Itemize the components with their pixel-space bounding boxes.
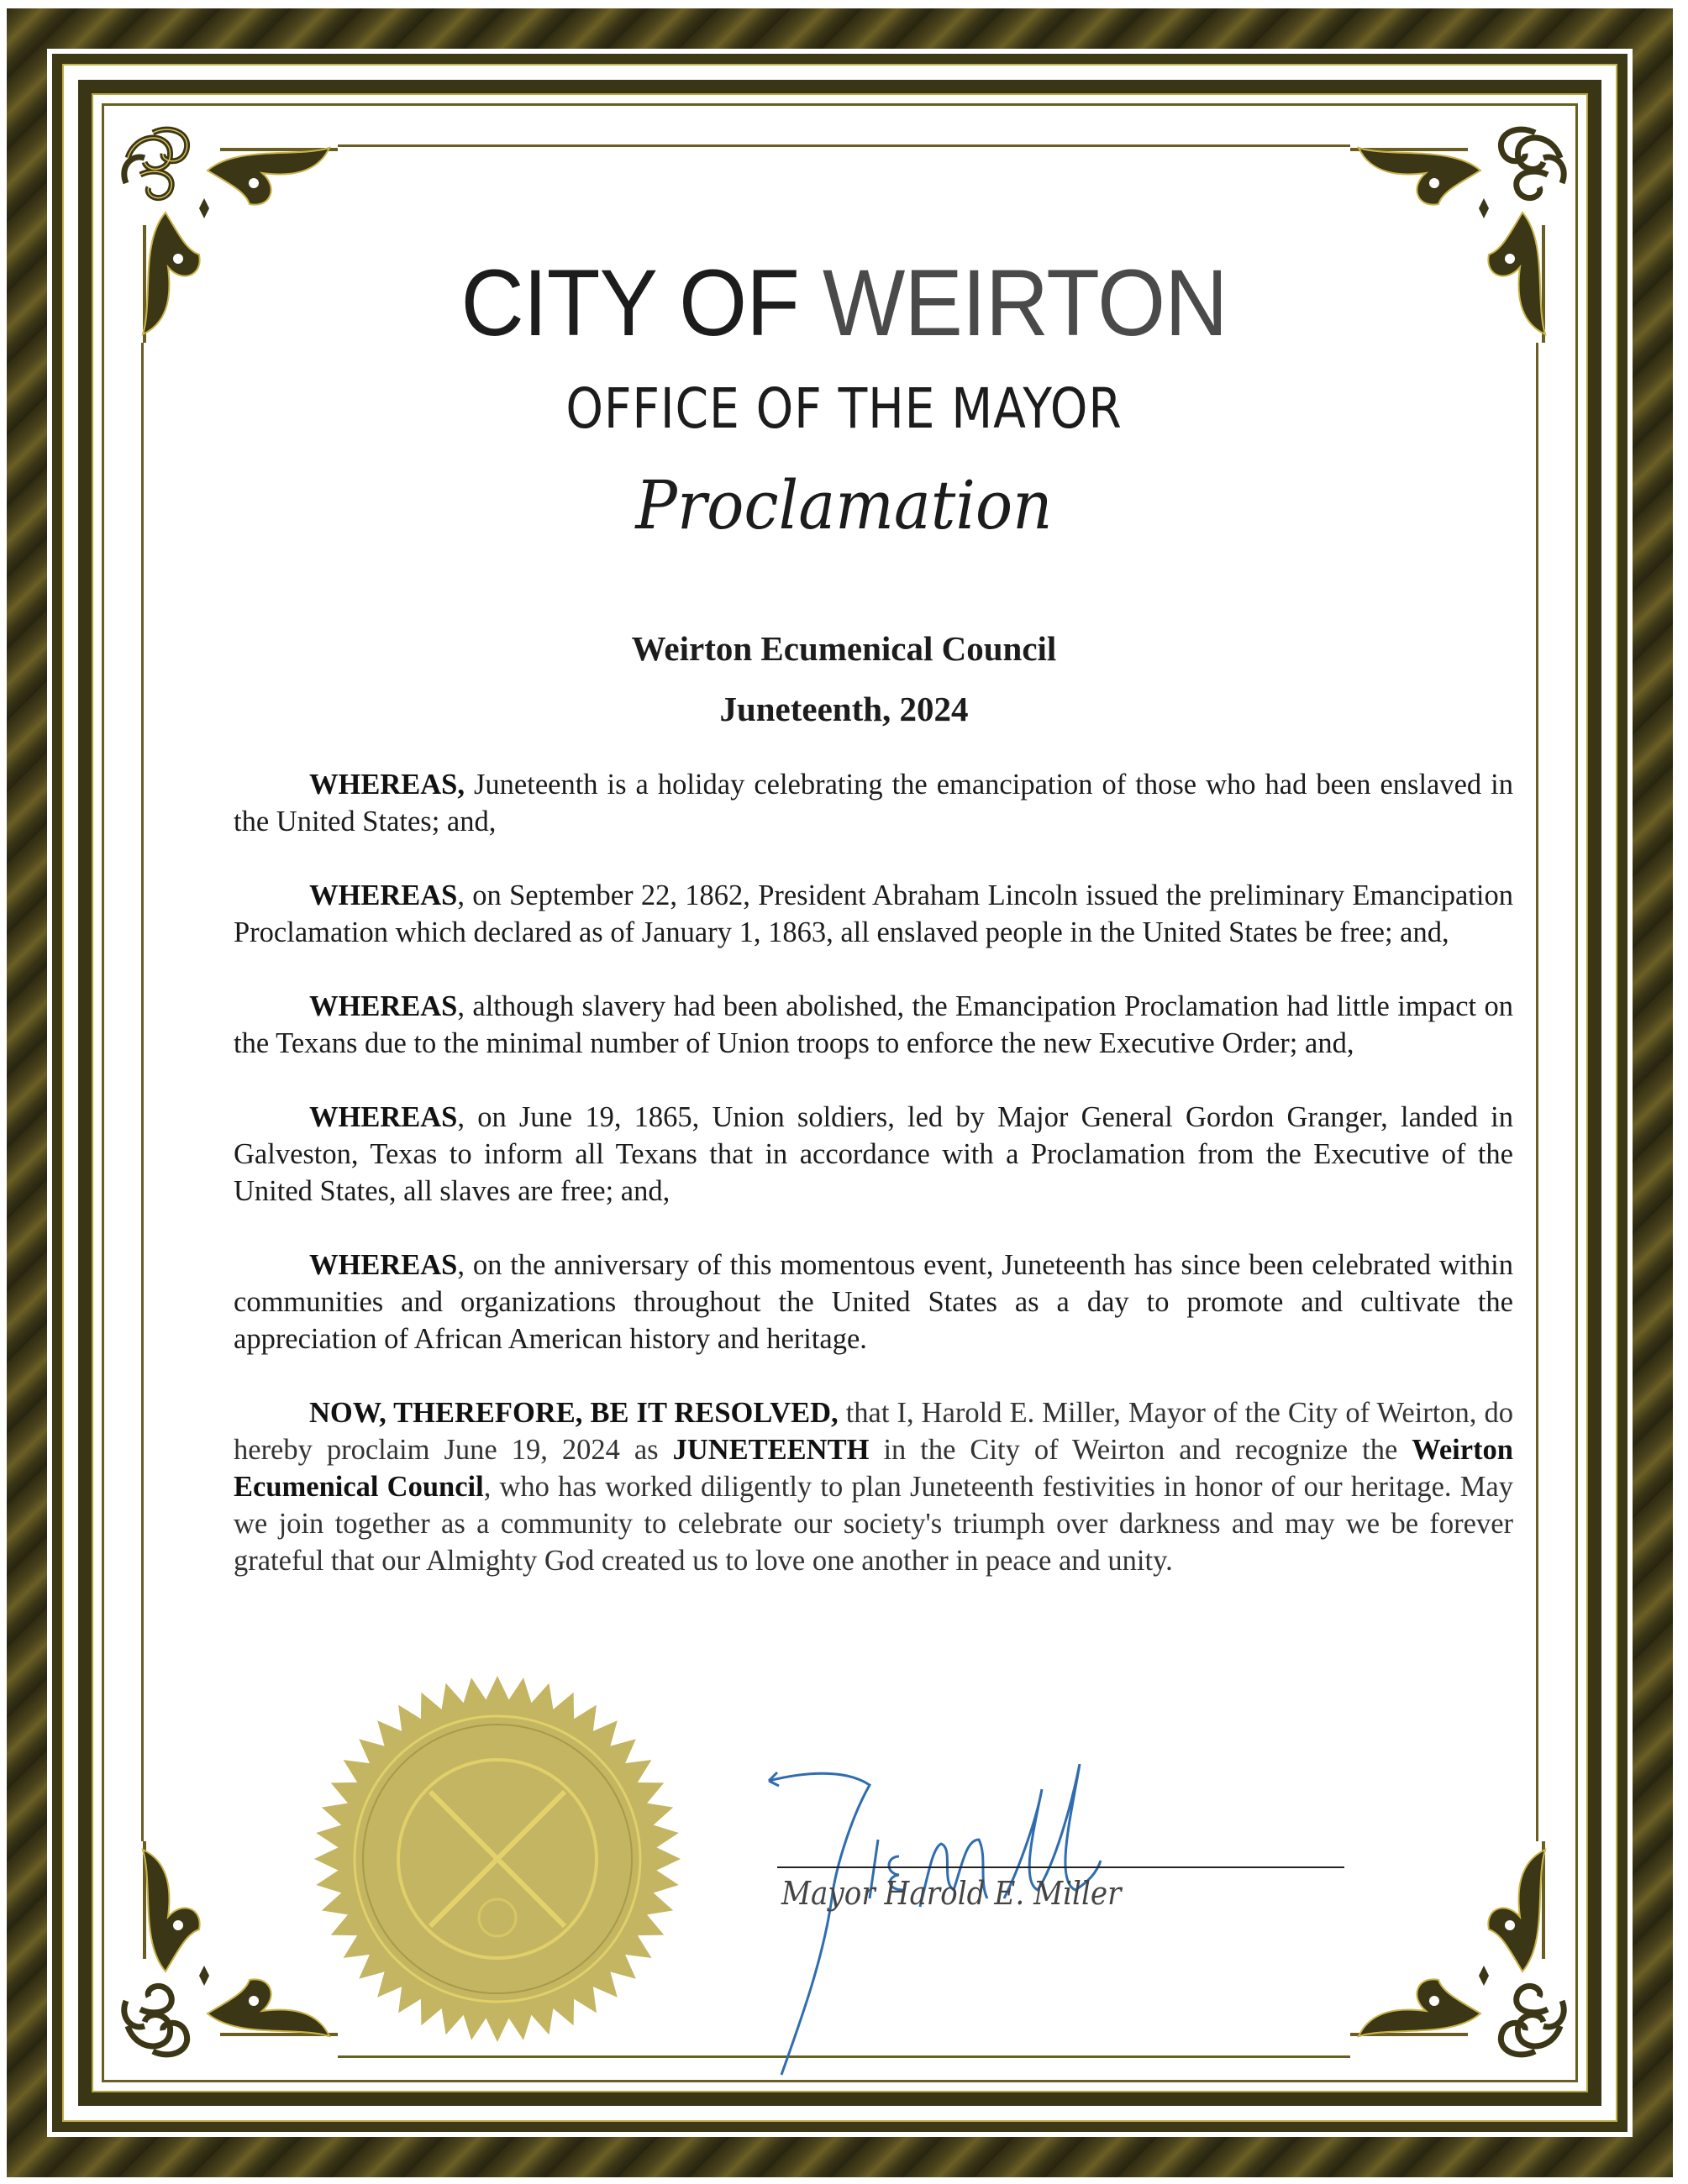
resolution-text: , who has worked diligently to plan Juneteenth festivities in honor of our heritage. May we join together as a community to celebrate our society's triumph over darkness and may we be forever grateful that our Almighty God created us to love one another in peace and unity. [234, 1471, 1513, 1577]
signature-line [777, 1866, 1344, 1868]
signatory-name: Mayor Harold E. Miller [781, 1875, 1122, 1912]
corner-ornament-icon [1350, 1841, 1569, 2060]
whereas-paragraph-3 [234, 988, 1513, 1062]
occasion-heading: Juneteenth, 2024 [719, 690, 969, 728]
city-title [59, 249, 1628, 357]
paragraph-lead: WHEREAS [309, 879, 458, 911]
office-heading: OFFICE OF THE MAYOR [565, 376, 1123, 441]
resolution-text: in the City of Weirton and recognize the [869, 1434, 1412, 1466]
whereas-paragraph-2 [234, 877, 1513, 951]
corner-ornament-icon [119, 1841, 338, 2060]
resolution-text: that I, Harold E. Miller, Mayor of the City of Weirton, do hereby proclaim June 19, 2024 as [234, 1397, 1513, 1466]
whereas-paragraph-1 [234, 766, 1513, 840]
paragraph-text: , on September 22, 1862, President Abraham Lincoln issued the preliminary Emancipation Proclamation which declared as of January 1, 1863, all enslaved people in the United States be free; and, [234, 879, 1513, 948]
paragraph-text: , on June 19, 1865, Union soldiers, led by Major General Gordon Granger, landed in Galveston, Texas to inform all Texans that in accordance with a Proclamation from the Executive of the United States, all slaves are free; and, [234, 1101, 1513, 1207]
paragraph-lead: WHEREAS [309, 990, 458, 1022]
city-title-part1: CITY OF [460, 250, 823, 355]
whereas-paragraph-5 [234, 1247, 1513, 1357]
proclamation-body [234, 766, 1513, 1616]
honoree-heading: Weirton Ecumenical Council [631, 629, 1057, 668]
resolution-emphasis: Weirton Ecumenical Council [234, 1434, 1513, 1503]
paragraph-lead: WHEREAS, [309, 769, 465, 801]
mayor-signature [752, 1764, 1256, 2083]
city-title-part2: WEIRTON [822, 250, 1228, 355]
resolution-lead: NOW, THEREFORE, BE IT RESOLVED, [309, 1397, 839, 1429]
paragraph-lead: WHEREAS [309, 1249, 458, 1281]
whereas-paragraph-4 [234, 1099, 1513, 1210]
gold-seal-icon [313, 1674, 682, 2044]
paragraph-text: , although slavery had been abolished, the Emancipation Proclamation had little impact on the Texans due to the minimal number of Union troops to enforce the new Executive Order; and, [234, 990, 1513, 1059]
paragraph-text: , on the anniversary of this momentous event, Juneteenth has since been celebrated within communities and organizations throughout the United States as a day to promote and cultivate the appreciation of African American history and heritage. [234, 1249, 1513, 1355]
paragraph-text: Juneteenth is a holiday celebrating the emancipation of those who had been enslaved in the United States; and, [234, 769, 1513, 837]
proclamation-heading: Proclamation [635, 466, 1053, 544]
resolution-emphasis: JUNETEENTH [672, 1434, 870, 1466]
paragraph-lead: WHEREAS [309, 1101, 458, 1133]
resolution-paragraph [234, 1394, 1513, 1579]
